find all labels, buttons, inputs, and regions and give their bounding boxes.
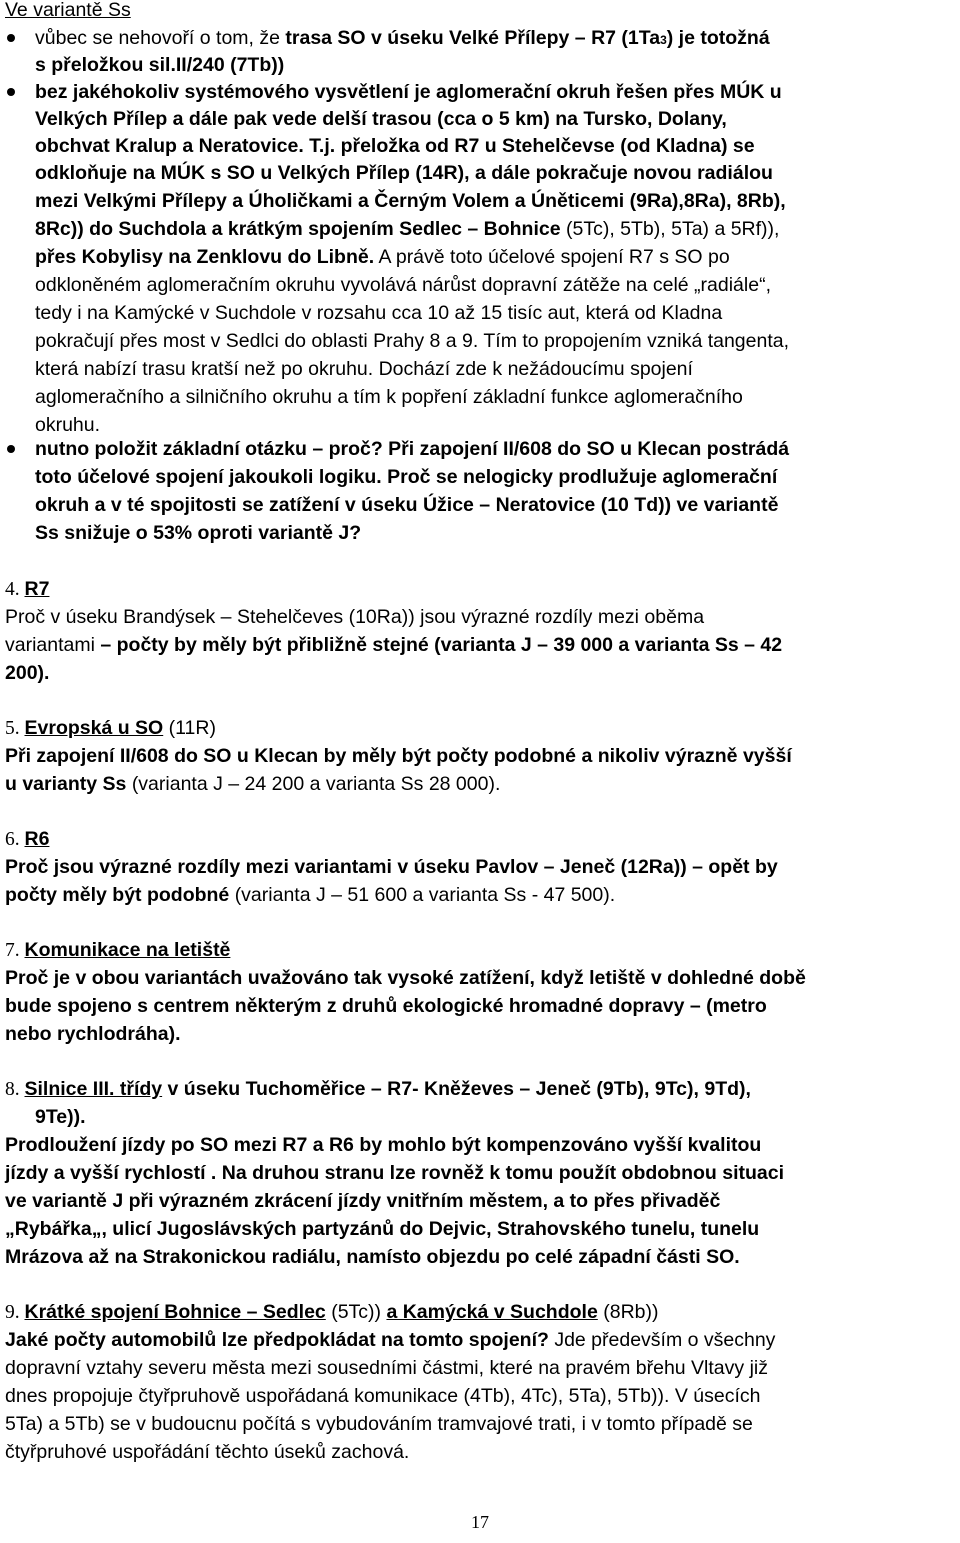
paragraph-line: Proč v úseku Brandýsek – Stehelčeves (10Ra)) jsou výrazné rozdíly mezi oběma <box>5 606 705 628</box>
section-5-heading: 5. Evropská u SO (11R) <box>5 717 216 739</box>
paragraph-line: aglomeračního a silničního okruhu a tím k popření základní funkce aglomeračního <box>35 386 743 408</box>
paragraph-line: 8Rc)) do Suchdola a krátkým spojením Sedlec – Bohnice (5Tc), 5Tb), 5Ta) a 5Rf)), <box>35 218 780 240</box>
paragraph-line: Proč je v obou variantách uvažováno tak vysoké zatížení, když letiště v dohledné době <box>5 967 806 989</box>
bullet-2 <box>7 88 15 96</box>
paragraph-line: dopravní vztahy severu města mezi sousedními částmi, které na pravém břehu Vltavy již <box>5 1357 768 1379</box>
paragraph-line: obchvat Kralup a Neratovice. T.j. přeložka od R7 u Stehelčevse (od Kladna) se <box>35 135 755 157</box>
paragraph-line: Ss snižuje o 53% oproti variantě J? <box>35 522 362 544</box>
paragraph-line: u varianty Ss (varianta J – 24 200 a varianta Ss 28 000). <box>5 773 501 795</box>
paragraph-line: jízdy a vyšší rychlostí . Na druhou stranu lze rovněž k tomu použít obdobnou situaci <box>5 1162 785 1184</box>
paragraph-line: Jaké počty automobilů lze předpokládat na tomto spojení? Jde především o všechny <box>5 1329 776 1351</box>
bullet-3 <box>7 445 15 453</box>
page-number: 17 <box>471 1512 489 1532</box>
paragraph-line: Mrázova až na Strakonickou radiálu, namísto objezdu po celé západní části SO. <box>5 1246 740 1268</box>
section-9-heading: 9. Krátké spojení Bohnice – Sedlec (5Tc)) a Kamýcká v Suchdole (8Rb)) <box>5 1301 659 1323</box>
section-4-heading: 4. R7 <box>5 578 50 600</box>
section-heading-ss: Ve variantě Ss <box>5 0 131 21</box>
paragraph-line: odkloněném aglomeračním okruhu vyvolává nárůst dopravní zátěže na celé „radiále“, <box>35 274 771 296</box>
paragraph-line: vůbec se nehovoří o tom, že trasa SO v úseku Velké Přílepy – R7 (1Ta3) je totožná <box>35 27 770 49</box>
paragraph-line: která nabízí trasu kratší než po okruhu. Dochází zde k nežádoucímu spojení <box>35 358 693 380</box>
paragraph-line: přes Kobylisy na Zenklovu do Libně. A právě toto účelové spojení R7 s SO po <box>35 246 730 268</box>
paragraph-line: toto účelové spojení jakoukoli logiku. Proč se nelogicky prodlužuje aglomerační <box>35 466 778 488</box>
paragraph-line: s přeložkou sil.II/240 (7Tb)) <box>35 54 285 76</box>
paragraph-line: variantami – počty by měly být přibližně stejné (varianta J – 39 000 a varianta Ss – 42 <box>5 634 783 656</box>
paragraph-line: okruhu. <box>35 414 101 436</box>
paragraph-line: 5Ta) a 5Tb) se v budoucnu počítá s vybudováním tramvajové trati, i v tomto případě se <box>5 1413 753 1435</box>
paragraph-line: ve variantě J při výrazném zkrácení jízdy vnitřním městem, a to přes přivaděč <box>5 1190 721 1212</box>
paragraph-line: mezi Velkými Přílepy a Úholičkami a Černým Volem a Úněticemi (9Ra),8Ra), 8Rb), <box>35 190 786 212</box>
paragraph-line: Velkých Přílep a dále pak vede delší trasou (cca o 5 km) na Tursko, Dolany, <box>35 108 727 130</box>
paragraph-line: tedy i na Kamýcké v Suchdole v rozsahu cca 10 až 15 tisíc aut, která od Kladna <box>35 302 723 324</box>
paragraph-line: nebo rychlodráha). <box>5 1023 181 1045</box>
bullet-1 <box>7 34 15 42</box>
section-6-heading: 6. R6 <box>5 828 50 850</box>
paragraph-line: Prodloužení jízdy po SO mezi R7 a R6 by mohlo být kompenzováno vyšší kvalitou <box>5 1134 762 1156</box>
paragraph-line: „Rybářka„, ulicí Jugoslávských partyzánů do Dejvic, Strahovského tunelu, tunelu <box>5 1218 760 1240</box>
paragraph-line: bez jakéhokoliv systémového vysvětlení je aglomerační okruh řešen přes MÚK u <box>35 81 782 103</box>
paragraph-line: Při zapojení II/608 do SO u Klecan by měly být počty podobné a nikoliv výrazně vyšší <box>5 745 792 767</box>
paragraph-line: 200). <box>5 662 50 684</box>
section-8-heading: 8. Silnice III. třídy v úseku Tuchoměřice – R7- Kněževes – Jeneč (9Tb), 9Tc), 9Td), <box>5 1078 751 1100</box>
paragraph-line: okruh a v té spojitosti se zatížení v úseku Úžice – Neratovice (10 Td)) ve variantě <box>35 494 779 516</box>
paragraph-line: počty měly být podobné (varianta J – 51 600 a varianta Ss - 47 500). <box>5 884 616 906</box>
paragraph-line: nutno položit základní otázku – proč? Při zapojení II/608 do SO u Klecan postrádá <box>35 438 790 460</box>
paragraph-line: odkloňuje na MÚK s SO u Velkých Přílep (14R), a dále pokračuje novou radiálou <box>35 162 773 184</box>
paragraph-line: pokračují přes most v Sedlci do oblasti Prahy 8 a 9. Tím to propojením vzniká tangenta, <box>35 330 790 352</box>
section-7-heading: 7. Komunikace na letiště <box>5 939 231 961</box>
paragraph-line: Proč jsou výrazné rozdíly mezi variantami v úseku Pavlov – Jeneč (12Ra)) – opět by <box>5 856 778 878</box>
paragraph-line: 9Te)). <box>35 1106 86 1128</box>
paragraph-line: dnes propojuje čtyřpruhově uspořádaná komunikace (4Tb), 4Tc), 5Ta), 5Tb)). V úsecích <box>5 1385 761 1407</box>
paragraph-line: bude spojeno s centrem některým z druhů ekologické hromadné dopravy – (metro <box>5 995 767 1017</box>
paragraph-line: čtyřpruhové uspořádání těchto úseků zachová. <box>5 1441 410 1463</box>
